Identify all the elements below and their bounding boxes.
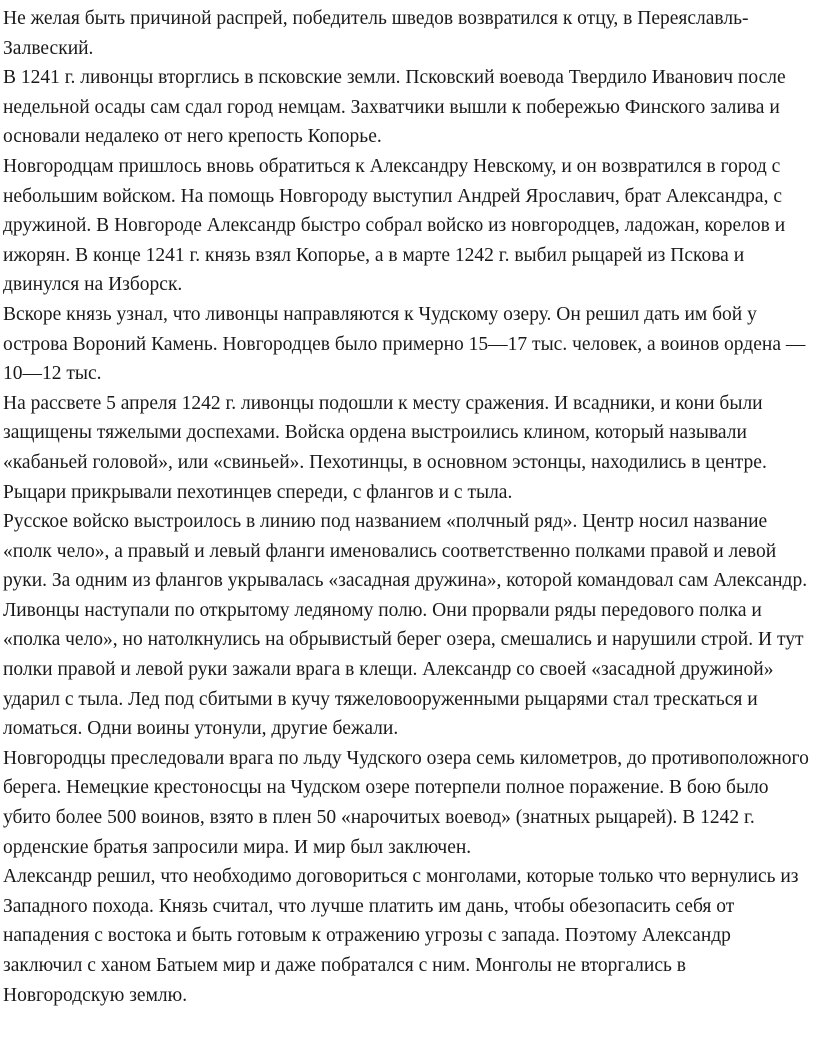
paragraph-9: Александр решил, что необходимо договориться с монголами, которые только что вернулись из Западного похода. Князь считал, что лучше платить им дань, чтобы обезопасить себя от нападения с востока и быть готовым к отражению угрозы с запада. Поэтому Александр заключил с ханом Батыем мир и даже побратался с ним. Монголы не вторгались в Новгородскую землю. <box>3 866 799 1006</box>
paragraph-5: На рассвете 5 апреля 1242 г. ливонцы подошли к месту сражения. И всадники, и кони были защищены тяжелыми доспехами. Войска ордена выстроились клином, который называли «кабаньей головой», или «свиньей». Пехотинцы, в основном эстонцы, находились в центре. Рыцари прикрывали пехотинцев спереди, с флангов и с тыла. <box>3 392 767 503</box>
paragraph-6: Русское войско выстроилось в линию под названием «полчный ряд». Центр носил название «полк чело», а правый и левый фланги именовались соответственно полками правой и левой руки. За одним из флангов укрывалась «засадная дружина», которой командовал сам Александр. <box>3 511 808 592</box>
paragraph-3: Новгородцам пришлось вновь обратиться к Александру Невскому, и он возвратился в город с небольшим войском. На помощь Новгороду выступил Андрей Ярославич, брат Александра, с дружиной. В Новгороде Александр быстро собрал войско из новгородцев, ладожан, корелов и ижорян. В конце 1241 г. князь взял Копорье, а в марте 1242 г. выбил рыцарей из Пскова и двинулся на Изборск. <box>3 155 786 296</box>
paragraph-1: Не желая быть причиной распрей, победитель шведов возвратился к отцу, в Переяславль-Залвеский. <box>3 8 749 59</box>
paragraph-4: Вскоре князь узнал, что ливонцы направляются к Чудскому озеру. Он решил дать им бой у острова Вороний Камень. Новгородцев было примерно 15—17 тыс. человек, а воинов ордена — 10—12 тыс. <box>3 303 806 385</box>
paragraph-2: В 1241 г. ливонцы вторглись в псковские земли. Псковский воевода Твердило Иванович после недельной осады сам сдал город немцам. Захватчики вышли к побережью Финского залива и основали недалеко от него крепость Копорье. <box>3 67 786 148</box>
paragraph-8: Новгородцы преследовали врага по льду Чудского озера семь километров, до противоположного берега. Немецкие крестоносцы на Чудском озере потерпели полное поражение. В бою было убито более 500 воинов, взято в плен 50 «нарочитых воевод» (знатных рыцарей). В 1242 г. орденские братья запросили мира. И мир был заключен. <box>3 747 809 858</box>
paragraph-7: Ливонцы наступали по открытому ледяному полю. Они прорвали ряды передового полка и «полка чело», но натолкнулись на обрывистый берег озера, смешались и нарушили строй. И тут полки правой и левой руки зажали врага в клещи. Александр со своей «засадной дружиной» ударил с тыла. Лед под сбитыми в кучу тяжеловооруженными рыцарями стал трескаться и ломаться. Одни воины утонули, другие бежали. <box>3 599 804 740</box>
